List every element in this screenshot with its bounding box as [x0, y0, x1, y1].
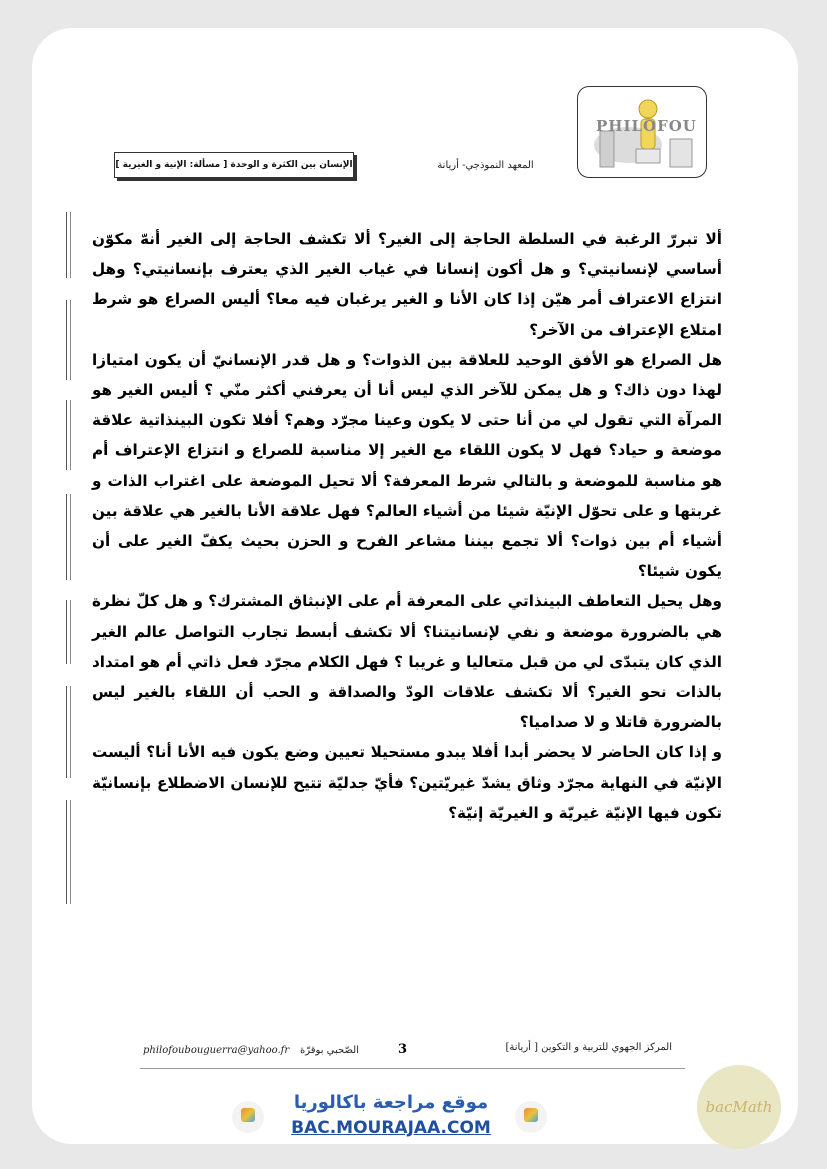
- margin-mark: [66, 600, 82, 664]
- site-logo-icon: [232, 1101, 264, 1133]
- footer-institution: المركز الجهوي للتربية و التكوين [ أريانة]: [505, 1042, 672, 1053]
- page-number: 3: [398, 1042, 408, 1057]
- paragraph: هل الصراع هو الأفق الوحيد للعلاقة بين الذوات؟ و هل قدر الإنسانيّ أن يكون امتيازا لهذا دون ذاك؟ و هل يمكن للآخر الذي ليس أنا أن يعرفني أكثر منّي ؟ أليس الغير هو المرآة التي تقول لي من أنا حتى لا يكون وعينا مجرّد وهم؟ أفلا تكون البينذاتية علاقة موضعة و حياد؟ فهل لا يكون اللقاء مع الغير إلا مناسبة للصراع و انتزاع الإعتراف أم هو مناسبة للموضعة و بالتالي شرط المعرفة؟ ألا تحيل الموضعة على اغتراب الذات و غربتها و على تحوّل الإنيّة شيئا من أشياء العالم؟ فهل علاقة الأنا بالغير هي علاقة بين أشياء أم بين ذوات؟ ألا تجمع بيننا مشاعر الفرح و الحزن بحيث يكفّ الغير على أن يكون شيئا؟: [92, 350, 722, 581]
- footer-divider: [140, 1068, 685, 1069]
- lesson-title: الإنسان بين الكثرة و الوحدة [ مسألة: الإنية و الغيرية ]: [114, 152, 354, 178]
- margin-mark: [66, 400, 82, 470]
- margin-mark: [66, 494, 82, 580]
- margin-mark: [66, 800, 82, 904]
- paragraph: و إذا كان الحاضر لا يحضر أبدا أفلا يبدو مستحيلا تعيين وضع يكون فيه الأنا أنا؟ أليست الإنيّة في النهاية مجرّد وثاق يشدّ غيريّتين؟ فأيّ جدليّة تتيح للإنسان الاضطلاع بإنسانيّة تكون فيها الإنيّة غيريّة و الغيريّة إنيّة؟: [92, 743, 722, 822]
- site-name[interactable]: موقع مراجعة باكالوريا: [293, 1092, 489, 1113]
- site-logo-icon: [515, 1101, 547, 1133]
- site-url-link[interactable]: BAC.MOURAJAA.COM: [291, 1118, 491, 1138]
- footer-email: philofoubouguerra@yahoo.fr: [143, 1045, 290, 1056]
- paragraph: وهل يحيل التعاطف البينذاتي على المعرفة أم على الإنبثاق المشترك؟ و هل كلّ نظرة هي بالضرورة موضعة و نفي لإنسانيتنا؟ ألا تكشف أبسط تجارب التواصل عالم الغير الذي كان يتبدّى لي من قبل متعاليا و غريبا ؟ فهل الكلام مجرّد فعل ذاتي أم هو امتداد بالذات نحو الغير؟ ألا تكشف علاقات الودّ والصداقة و الحب أن اللقاء بالغير ليس بالضرورة قاتلا و لا صداميا؟: [92, 592, 722, 732]
- body-text: [92, 224, 722, 828]
- school-name: المعهد النموذجي- أريانة: [437, 160, 534, 171]
- site-banner[interactable]: [282, 1091, 500, 1149]
- bacmath-badge: bacMath: [697, 1065, 781, 1149]
- margin-mark: [66, 212, 82, 278]
- margin-mark: [66, 300, 82, 380]
- logo-text: PHILOFOU: [596, 117, 697, 135]
- footer-author: الصّحبي بوقرّة: [300, 1045, 359, 1056]
- paragraph: ألا تبررّ الرغبة في السلطة الحاجة إلى الغير؟ ألا تكشف الحاجة إلى الغير أنهّ مكوّن أساسي لإنسانيتي؟ و هل أكون إنسانا في غياب الغير الذي يعترف بإنسانيتي؟ وهل انتزاع الاعتراف أمر هيّن إذا كان الأنا و الغير يرغبان فيه معا؟ أليس الصراع هو شرط امتلاع الإعتراف من الآخر؟: [92, 230, 722, 339]
- philofou-logo: [577, 86, 707, 178]
- margin-mark: [66, 686, 82, 778]
